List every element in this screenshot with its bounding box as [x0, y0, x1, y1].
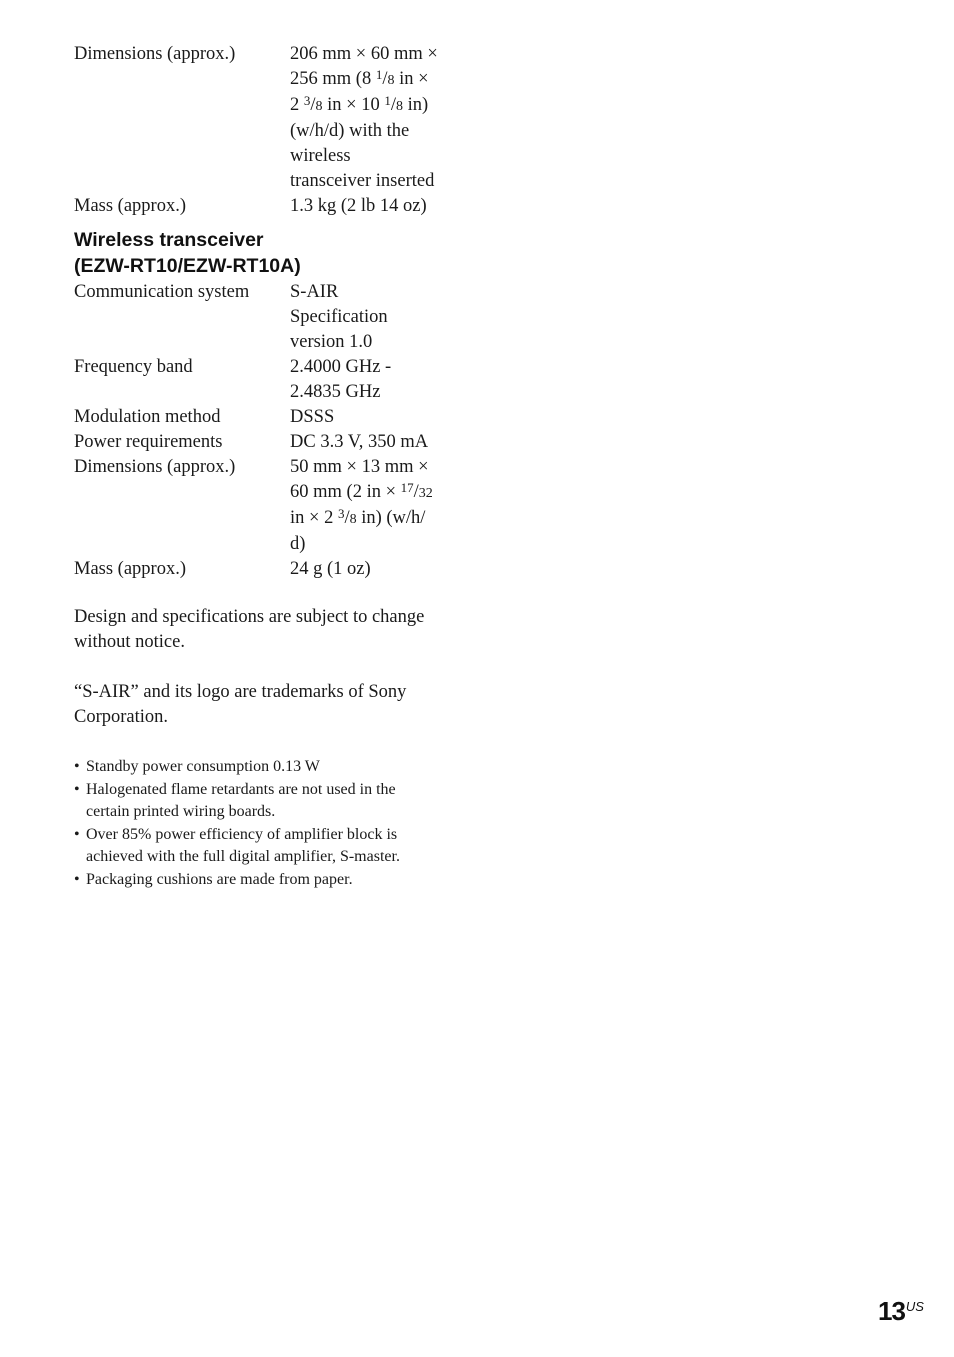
spec-value-line: 60 mm (2 in × $^{17}$/32 — [290, 480, 433, 502]
section-heading-line: (EZW-RT10/EZW-RT10A) — [74, 255, 301, 277]
trademark-line: “S-AIR” and its logo are trademarks of Sony — [74, 682, 407, 702]
spec-row-mass — [74, 557, 454, 582]
eco-notes-list — [74, 756, 454, 891]
spec-value — [290, 405, 450, 430]
bullet-icon: • — [74, 870, 80, 888]
spec-value-line: transceiver inserted — [290, 171, 435, 191]
page-number-suffix: US — [905, 1299, 924, 1314]
list-item-line: certain printed wiring boards. — [86, 803, 276, 820]
list-item-text — [86, 779, 396, 824]
spec-label: Mass (approx.) — [74, 559, 187, 579]
spec-value-line: 2 $^3$/8 in × 10 $^1$/8 in) — [290, 93, 429, 115]
notice-paragraph — [74, 605, 454, 655]
spec-label: Dimensions (approx.) — [74, 44, 236, 64]
spec-value — [290, 194, 450, 219]
list-item-line: Halogenated flame retardants are not used in the — [86, 780, 396, 798]
spec-value-line: DSSS — [290, 407, 335, 427]
spec-value-line: 2.4835 GHz — [290, 382, 381, 402]
trademark-line: Corporation. — [74, 707, 169, 727]
receiver-spec-table — [74, 42, 454, 219]
spec-row-dimensions — [74, 455, 454, 557]
list-item-text — [86, 869, 353, 892]
transceiver-spec-table — [74, 280, 454, 582]
page-number-value: 13 — [878, 1296, 905, 1326]
spec-value — [290, 280, 450, 355]
spec-value — [290, 557, 450, 582]
spec-value-line: S-AIR — [290, 282, 339, 302]
spec-label: Frequency band — [74, 357, 193, 377]
spec-value — [290, 355, 450, 405]
spec-value-line: in × 2 $^3$/8 in) (w/h/ — [290, 506, 426, 528]
spec-value-line: version 1.0 — [290, 332, 373, 352]
spec-value-line: 24 g (1 oz) — [290, 559, 371, 579]
spec-value-line: Specification — [290, 307, 388, 327]
notice-line: Design and specifications are subject to change — [74, 607, 425, 627]
page-number — [878, 1296, 924, 1327]
list-item-line: Standby power consumption 0.13 W — [86, 758, 320, 775]
spec-label: Mass (approx.) — [74, 196, 187, 216]
bullet-icon: • — [74, 825, 80, 843]
spec-row-frequency-band — [74, 355, 454, 405]
spec-value-line: d) — [290, 534, 306, 554]
spec-label: Modulation method — [74, 407, 221, 427]
list-item-line: Over 85% power efficiency of amplifier block is — [86, 825, 398, 843]
spec-row-communication-system — [74, 280, 454, 355]
list-item — [74, 869, 454, 892]
spec-value-line: 2.4000 GHz - — [290, 357, 392, 377]
spec-value-line: 256 mm (8 $^1$/8 in × — [290, 67, 429, 89]
section-heading-line: Wireless transceiver — [74, 229, 264, 251]
spec-row-power-requirements — [74, 430, 454, 455]
bullet-icon: • — [74, 780, 80, 798]
spec-value-line: 1.3 kg (2 lb 14 oz) — [290, 196, 427, 216]
spec-value — [290, 42, 450, 194]
bullet-icon: • — [74, 758, 80, 775]
spec-row-mass — [74, 194, 454, 219]
spec-value-line: 50 mm × 13 mm × — [290, 457, 429, 477]
list-item-text — [86, 756, 320, 779]
spec-row-dimensions — [74, 42, 454, 194]
spec-value-line: 206 mm × 60 mm × — [290, 44, 438, 64]
section-heading — [74, 227, 301, 279]
spec-label: Communication system — [74, 282, 250, 302]
list-item-text — [86, 824, 400, 869]
list-item — [74, 779, 454, 824]
spec-value-line: wireless — [290, 146, 351, 166]
notice-line: without notice. — [74, 632, 185, 652]
spec-value — [290, 430, 450, 455]
spec-label: Dimensions (approx.) — [74, 457, 236, 477]
spec-value-line: (w/h/d) with the — [290, 121, 410, 141]
list-item — [74, 824, 454, 869]
trademark-paragraph — [74, 680, 454, 730]
spec-row-modulation-method — [74, 405, 454, 430]
list-item — [74, 756, 454, 779]
list-item-line: achieved with the full digital amplifier, S-master. — [86, 848, 400, 865]
spec-value-line: DC 3.3 V, 350 mA — [290, 432, 429, 452]
spec-label: Power requirements — [74, 432, 223, 452]
spec-value — [290, 455, 450, 557]
list-item-line: Packaging cushions are made from paper. — [86, 870, 353, 888]
